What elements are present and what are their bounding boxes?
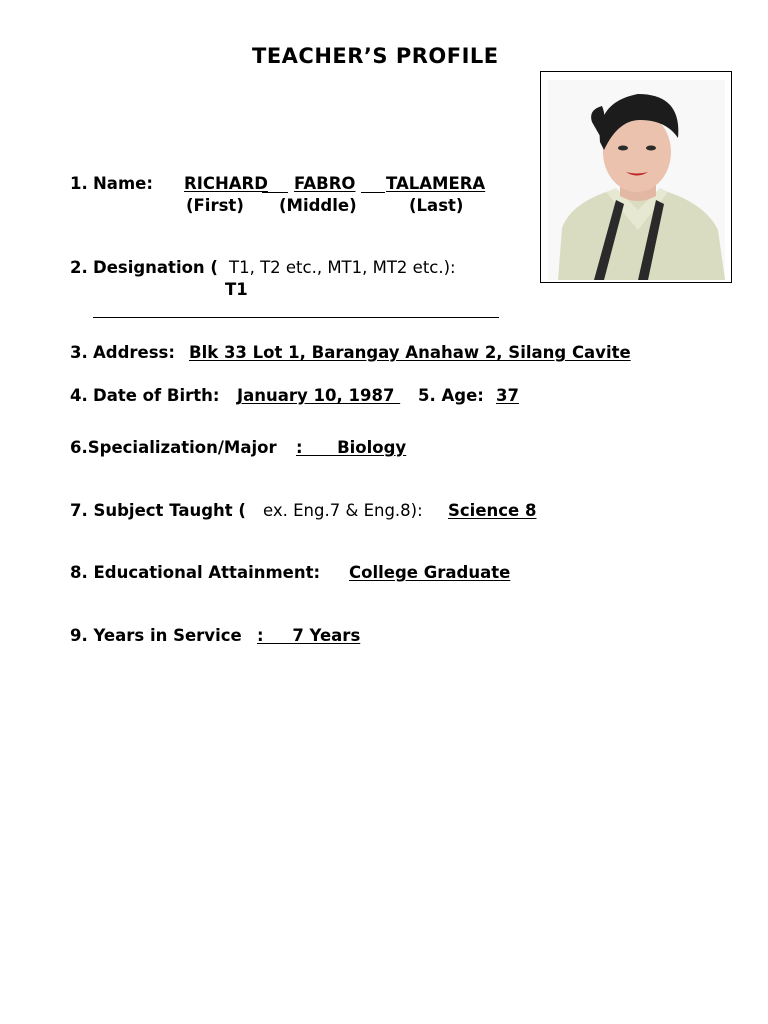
address-number: 3. bbox=[70, 343, 88, 362]
birth-number: 4. bbox=[70, 386, 88, 405]
address-label: Address: bbox=[93, 343, 175, 362]
name-last-caption: (Last) bbox=[409, 196, 464, 215]
address-value: Blk 33 Lot 1, Barangay Anahaw 2, Silang Cavite bbox=[189, 343, 631, 362]
designation-label: Designation ( bbox=[93, 258, 218, 277]
birth-value: January 10, 1987 bbox=[237, 386, 401, 405]
name-middle-caption: (Middle) bbox=[279, 196, 357, 215]
education-value: College Graduate bbox=[349, 563, 511, 582]
subject-label: 7. Subject Taught ( bbox=[70, 501, 246, 520]
name-number: 1. bbox=[70, 174, 88, 193]
subject-hint: ex. Eng.7 & Eng.8): bbox=[263, 501, 423, 520]
name-middle: FABRO bbox=[294, 174, 356, 193]
name-last: TALAMERA bbox=[386, 174, 486, 193]
portrait-photo-icon bbox=[548, 80, 725, 280]
education-label: 8. Educational Attainment: bbox=[70, 563, 321, 582]
name-gap-2 bbox=[361, 174, 385, 193]
specialization-value: : Biology bbox=[296, 438, 407, 457]
subject-value: Science 8 bbox=[448, 501, 537, 520]
service-value: : 7 Years bbox=[257, 626, 361, 645]
birth-label: Date of Birth: bbox=[93, 386, 220, 405]
designation-value: T1 bbox=[225, 280, 248, 299]
profile-photo-frame bbox=[540, 71, 732, 283]
age-value: 37 bbox=[496, 386, 519, 405]
page-title: TEACHER’S PROFILE bbox=[252, 44, 499, 68]
designation-number: 2. bbox=[70, 258, 88, 277]
name-label: Name: bbox=[93, 174, 153, 193]
name-first: RICHARD bbox=[184, 174, 268, 193]
name-gap-1 bbox=[262, 174, 288, 193]
specialization-label: 6.Specialization/Major bbox=[70, 438, 277, 457]
service-label: 9. Years in Service bbox=[70, 626, 242, 645]
age-label: 5. Age: bbox=[418, 386, 484, 405]
designation-underline bbox=[93, 317, 499, 318]
name-first-caption: (First) bbox=[186, 196, 244, 215]
designation-hint: T1, T2 etc., MT1, MT2 etc.): bbox=[229, 258, 456, 277]
